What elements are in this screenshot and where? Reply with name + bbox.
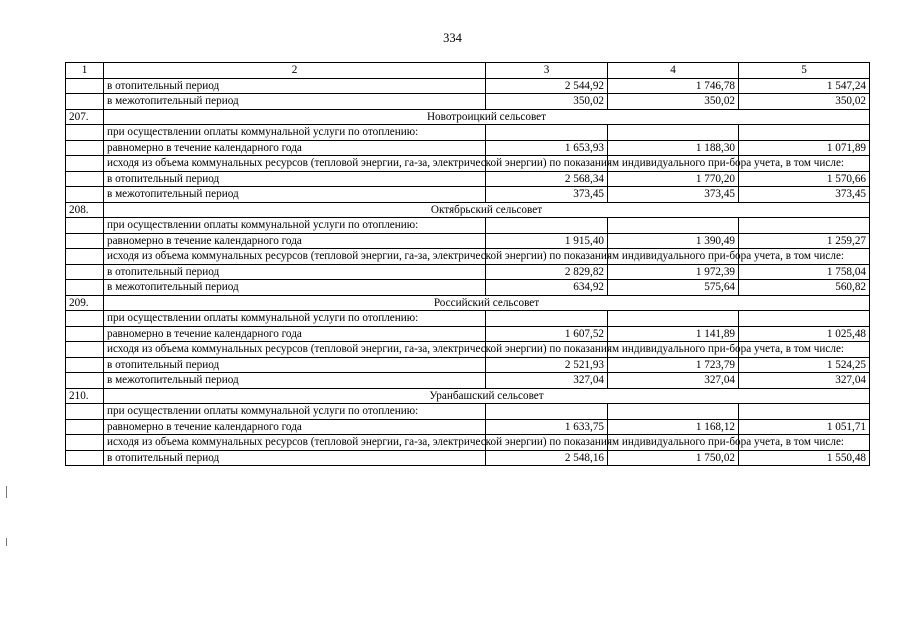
value-cell: 575,64 <box>608 280 739 296</box>
row-label: при осуществлении оплаты коммунальной услуги по отоплению: <box>104 218 486 234</box>
row-label: в отопительный период <box>104 171 486 187</box>
empty-cell <box>66 125 104 141</box>
value-cell: 1 653,93 <box>486 140 608 156</box>
value-cell: 327,04 <box>486 373 608 389</box>
value-cell: 350,02 <box>739 94 870 110</box>
row-label: в отопительный период <box>104 357 486 373</box>
value-cell: 373,45 <box>608 187 739 203</box>
value-cell: 1 550,48 <box>739 450 870 466</box>
row-label: в межотопительный период <box>104 94 486 110</box>
empty-cell <box>739 218 870 234</box>
scan-edge-mark <box>6 486 7 498</box>
value-cell: 1 071,89 <box>739 140 870 156</box>
table-row <box>66 233 870 249</box>
value-cell: 1 770,20 <box>608 171 739 187</box>
header-cell: 3 <box>486 63 608 79</box>
empty-cell <box>66 311 104 327</box>
section-title: Новотроицкий сельсовет <box>104 109 870 125</box>
row-label: в межотопительный период <box>104 373 486 389</box>
empty-cell <box>739 311 870 327</box>
value-cell: 1 524,25 <box>739 357 870 373</box>
value-cell: 327,04 <box>608 373 739 389</box>
empty-cell <box>66 171 104 187</box>
value-cell: 1 025,48 <box>739 326 870 342</box>
row-label: в отопительный период <box>104 78 486 94</box>
note-row <box>66 404 870 420</box>
row-label: равномерно в течение календарного года <box>104 140 486 156</box>
value-cell: 373,45 <box>486 187 608 203</box>
table-body <box>66 63 870 466</box>
empty-cell <box>66 233 104 249</box>
empty-cell <box>66 450 104 466</box>
value-cell: 327,04 <box>739 373 870 389</box>
value-cell: 1 188,30 <box>608 140 739 156</box>
value-cell: 1 972,39 <box>608 264 739 280</box>
table-row <box>66 280 870 296</box>
row-label: исходя из объема коммунальных ресурсов (тепловой энергии, га-за, электрической энергии) по показаниям индивидуального при-бора учета, в том числе: <box>104 342 486 358</box>
table-row <box>66 419 870 435</box>
value-cell: 350,02 <box>608 94 739 110</box>
note-row <box>66 218 870 234</box>
value-cell: 350,02 <box>486 94 608 110</box>
empty-cell <box>66 404 104 420</box>
section-row <box>66 109 870 125</box>
row-label: при осуществлении оплаты коммунальной услуги по отоплению: <box>104 311 486 327</box>
table-row <box>66 357 870 373</box>
row-label: при осуществлении оплаты коммунальной услуги по отоплению: <box>104 125 486 141</box>
empty-cell <box>608 404 739 420</box>
empty-cell <box>486 404 608 420</box>
row-label: в отопительный период <box>104 264 486 280</box>
empty-cell <box>66 342 104 358</box>
value-cell: 1 915,40 <box>486 233 608 249</box>
row-label: в отопительный период <box>104 450 486 466</box>
page-number: 334 <box>443 31 462 45</box>
table-row <box>66 140 870 156</box>
table-row <box>66 373 870 389</box>
empty-cell <box>66 419 104 435</box>
value-cell: 1 570,66 <box>739 171 870 187</box>
row-label: исходя из объема коммунальных ресурсов (тепловой энергии, га-за, электрической энергии) по показаниям индивидуального при-бора учета, в том числе: <box>104 156 486 172</box>
note-row <box>66 311 870 327</box>
value-cell: 1 633,75 <box>486 419 608 435</box>
empty-cell <box>739 125 870 141</box>
value-cell: 1 051,71 <box>739 419 870 435</box>
empty-cell <box>66 140 104 156</box>
empty-cell <box>66 249 104 265</box>
tariff-table <box>65 62 870 466</box>
empty-cell <box>66 326 104 342</box>
section-number: 210. <box>66 388 104 404</box>
section-title: Российский сельсовет <box>104 295 870 311</box>
empty-cell <box>486 218 608 234</box>
value-cell: 1 141,89 <box>608 326 739 342</box>
row-label: в межотопительный период <box>104 280 486 296</box>
empty-cell <box>66 435 104 451</box>
table-row <box>66 78 870 94</box>
header-cell: 2 <box>104 63 486 79</box>
note-row <box>66 125 870 141</box>
value-cell: 373,45 <box>739 187 870 203</box>
scan-edge-mark <box>6 538 7 546</box>
section-number: 207. <box>66 109 104 125</box>
value-cell: 1 723,79 <box>608 357 739 373</box>
value-cell: 2 521,93 <box>486 357 608 373</box>
value-cell: 2 829,82 <box>486 264 608 280</box>
empty-cell <box>608 311 739 327</box>
row-label: исходя из объема коммунальных ресурсов (тепловой энергии, га-за, электрической энергии) по показаниям индивидуального при-бора учета, в том числе: <box>104 435 486 451</box>
empty-cell <box>66 78 104 94</box>
note-row <box>66 342 870 358</box>
empty-cell <box>66 187 104 203</box>
header-cell: 5 <box>739 63 870 79</box>
section-row <box>66 202 870 218</box>
value-cell: 1 758,04 <box>739 264 870 280</box>
note-row <box>66 249 870 265</box>
table-row <box>66 171 870 187</box>
empty-cell <box>608 218 739 234</box>
empty-cell <box>739 404 870 420</box>
row-label: исходя из объема коммунальных ресурсов (тепловой энергии, га-за, электрической энергии) по показаниям индивидуального при-бора учета, в том числе: <box>104 249 486 265</box>
table-row <box>66 187 870 203</box>
value-cell: 1 746,78 <box>608 78 739 94</box>
empty-cell <box>486 311 608 327</box>
section-title: Уранбашский сельсовет <box>104 388 870 404</box>
table-row <box>66 326 870 342</box>
note-row <box>66 435 870 451</box>
empty-cell <box>608 125 739 141</box>
table-row <box>66 264 870 280</box>
note-row <box>66 156 870 172</box>
empty-cell <box>66 280 104 296</box>
value-cell: 1 168,12 <box>608 419 739 435</box>
value-cell: 1 390,49 <box>608 233 739 249</box>
value-cell: 2 544,92 <box>486 78 608 94</box>
header-row <box>66 63 870 79</box>
empty-cell <box>66 373 104 389</box>
row-label: при осуществлении оплаты коммунальной услуги по отоплению: <box>104 404 486 420</box>
value-cell: 560,82 <box>739 280 870 296</box>
row-label: равномерно в течение календарного года <box>104 326 486 342</box>
section-title: Октябрьский сельсовет <box>104 202 870 218</box>
row-label: равномерно в течение календарного года <box>104 233 486 249</box>
row-label: в межотопительный период <box>104 187 486 203</box>
header-cell: 1 <box>66 63 104 79</box>
section-number: 209. <box>66 295 104 311</box>
empty-cell <box>66 264 104 280</box>
value-cell: 634,92 <box>486 280 608 296</box>
table-row <box>66 450 870 466</box>
empty-cell <box>66 94 104 110</box>
table-row <box>66 94 870 110</box>
section-row <box>66 295 870 311</box>
empty-cell <box>486 125 608 141</box>
value-cell: 1 259,27 <box>739 233 870 249</box>
value-cell: 1 750,02 <box>608 450 739 466</box>
value-cell: 2 548,16 <box>486 450 608 466</box>
empty-cell <box>66 218 104 234</box>
header-cell: 4 <box>608 63 739 79</box>
row-label: равномерно в течение календарного года <box>104 419 486 435</box>
value-cell: 2 568,34 <box>486 171 608 187</box>
section-row <box>66 388 870 404</box>
empty-cell <box>66 357 104 373</box>
section-number: 208. <box>66 202 104 218</box>
empty-cell <box>66 156 104 172</box>
value-cell: 1 547,24 <box>739 78 870 94</box>
value-cell: 1 607,52 <box>486 326 608 342</box>
